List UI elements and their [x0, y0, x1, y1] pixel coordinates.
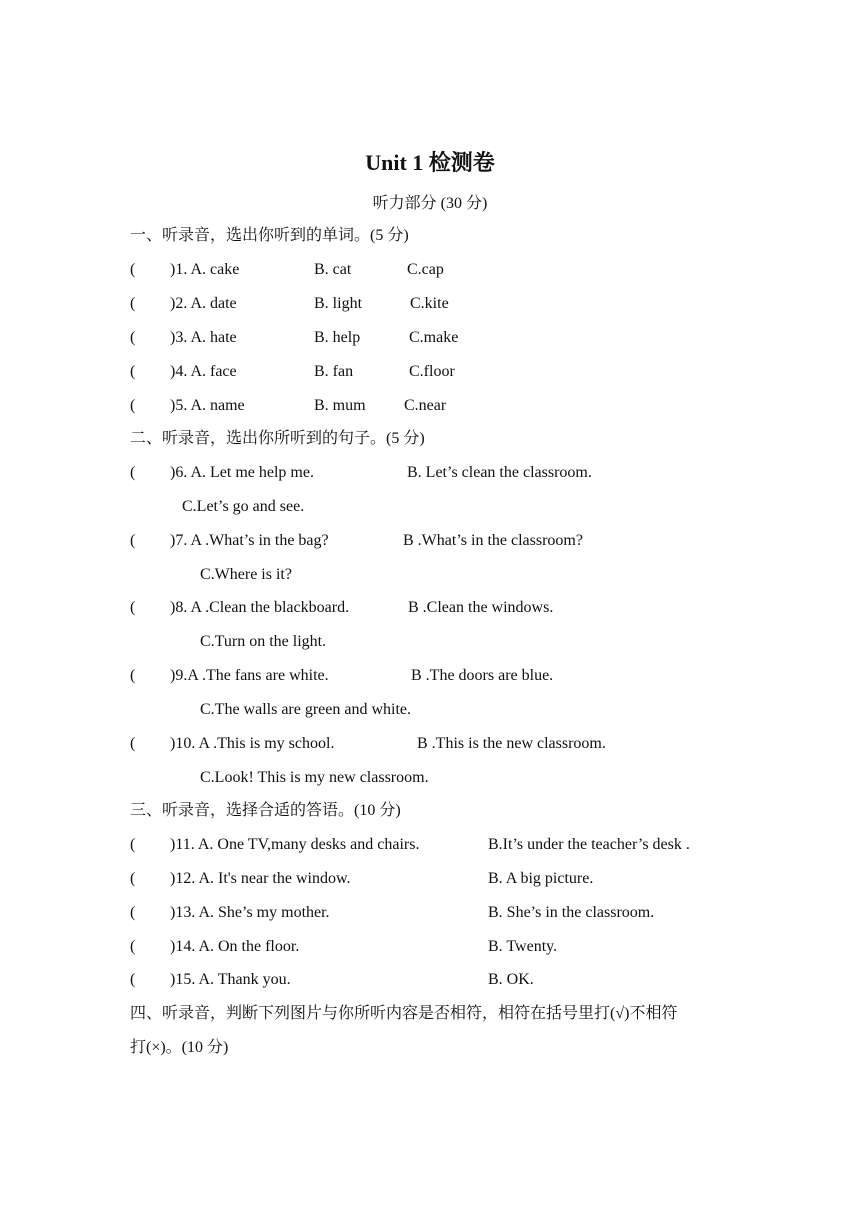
question-row	[130, 395, 730, 417]
option-b: B .The doors are blue.	[411, 667, 554, 684]
option-c: C.near	[404, 397, 447, 414]
answer-paren: (	[130, 261, 136, 278]
option-a: )6. A. Let me help me.	[170, 464, 314, 481]
question-row	[130, 361, 730, 383]
option-a: )9.A .The fans are white.	[170, 667, 329, 684]
option-b: B. Let’s clean the classroom.	[407, 464, 592, 481]
option-a: )3. A. hate	[170, 329, 237, 346]
option-a: )11. A. One TV,many desks and chairs.	[170, 836, 420, 853]
answer-paren: (	[130, 397, 136, 414]
option-a: )10. A .This is my school.	[170, 735, 335, 752]
option-b: B.It’s under the teacher’s desk .	[488, 836, 690, 853]
option-b: B. fan	[314, 363, 354, 380]
option-a: )4. A. face	[170, 363, 237, 380]
option-b: B. A big picture.	[488, 870, 594, 887]
answer-paren: (	[130, 735, 136, 752]
answer-paren: (	[130, 464, 136, 481]
option-c: C.Let’s go and see.	[182, 498, 305, 515]
question-row	[130, 327, 730, 349]
section3-heading: 三、听录音，选择合适的答语。(10 分)	[130, 802, 401, 819]
option-b: B. cat	[314, 261, 352, 278]
option-c: C.cap	[407, 261, 444, 278]
option-b: B. mum	[314, 397, 366, 414]
question-row	[130, 868, 750, 890]
question-row	[130, 293, 730, 315]
question-row	[130, 969, 750, 991]
option-c: C.Look! This is my new classroom.	[200, 769, 429, 786]
option-b: B. help	[314, 329, 361, 346]
option-a: )13. A. She’s my mother.	[170, 904, 330, 921]
option-a: )8. A .Clean the blackboard.	[170, 599, 350, 616]
option-b: B .Clean the windows.	[408, 599, 554, 616]
answer-paren: (	[130, 363, 136, 380]
option-c: C.make	[409, 329, 459, 346]
question-row	[130, 733, 730, 755]
question-row	[130, 597, 730, 619]
question-row	[130, 902, 750, 924]
section4-heading: 四、听录音，判断下列图片与你所听内容是否相符，相符在括号里打(√)不相符	[130, 1005, 678, 1022]
option-b: B. light	[314, 295, 363, 312]
option-b: B. OK.	[488, 971, 534, 988]
option-c: C.Where is it?	[200, 566, 292, 583]
question-row	[130, 834, 750, 856]
answer-paren: (	[130, 870, 136, 887]
page-title: Unit 1 检测卷	[365, 150, 495, 175]
answer-paren: (	[130, 329, 136, 346]
option-a: )5. A. name	[170, 397, 245, 414]
option-c: C.Turn on the light.	[200, 633, 327, 650]
option-c: C.floor	[409, 363, 455, 380]
section2-heading: 二、听录音，选出你所听到的句子。(5 分)	[130, 430, 425, 447]
option-a: )2. A. date	[170, 295, 237, 312]
question-row	[130, 530, 730, 552]
option-a: )7. A .What’s in the bag?	[170, 532, 329, 549]
answer-paren: (	[130, 904, 136, 921]
question-row	[130, 936, 750, 958]
answer-paren: (	[130, 295, 136, 312]
answer-paren: (	[130, 938, 136, 955]
option-b: B. Twenty.	[488, 938, 558, 955]
option-b: B .This is the new classroom.	[417, 735, 606, 752]
option-b: B .What’s in the classroom?	[403, 532, 583, 549]
question-row	[130, 259, 730, 281]
answer-paren: (	[130, 532, 136, 549]
option-a: )15. A. Thank you.	[170, 971, 291, 988]
option-c: C.The walls are green and white.	[200, 701, 412, 718]
option-a: )14. A. On the floor.	[170, 938, 300, 955]
answer-paren: (	[130, 836, 136, 853]
answer-paren: (	[130, 599, 136, 616]
answer-paren: (	[130, 667, 136, 684]
section1-heading: 一、听录音，选出你听到的单词。(5 分)	[130, 227, 409, 244]
section4-heading-continued: 打(×)。(10 分)	[130, 1039, 229, 1056]
question-row	[130, 462, 730, 484]
option-c: C.kite	[410, 295, 449, 312]
page-subtitle: 听力部分 (30 分)	[372, 195, 488, 212]
option-b: B. She’s in the classroom.	[488, 904, 655, 921]
question-row	[130, 665, 730, 687]
answer-paren: (	[130, 971, 136, 988]
option-a: )1. A. cake	[170, 261, 240, 278]
option-a: )12. A. It's near the window.	[170, 870, 351, 887]
